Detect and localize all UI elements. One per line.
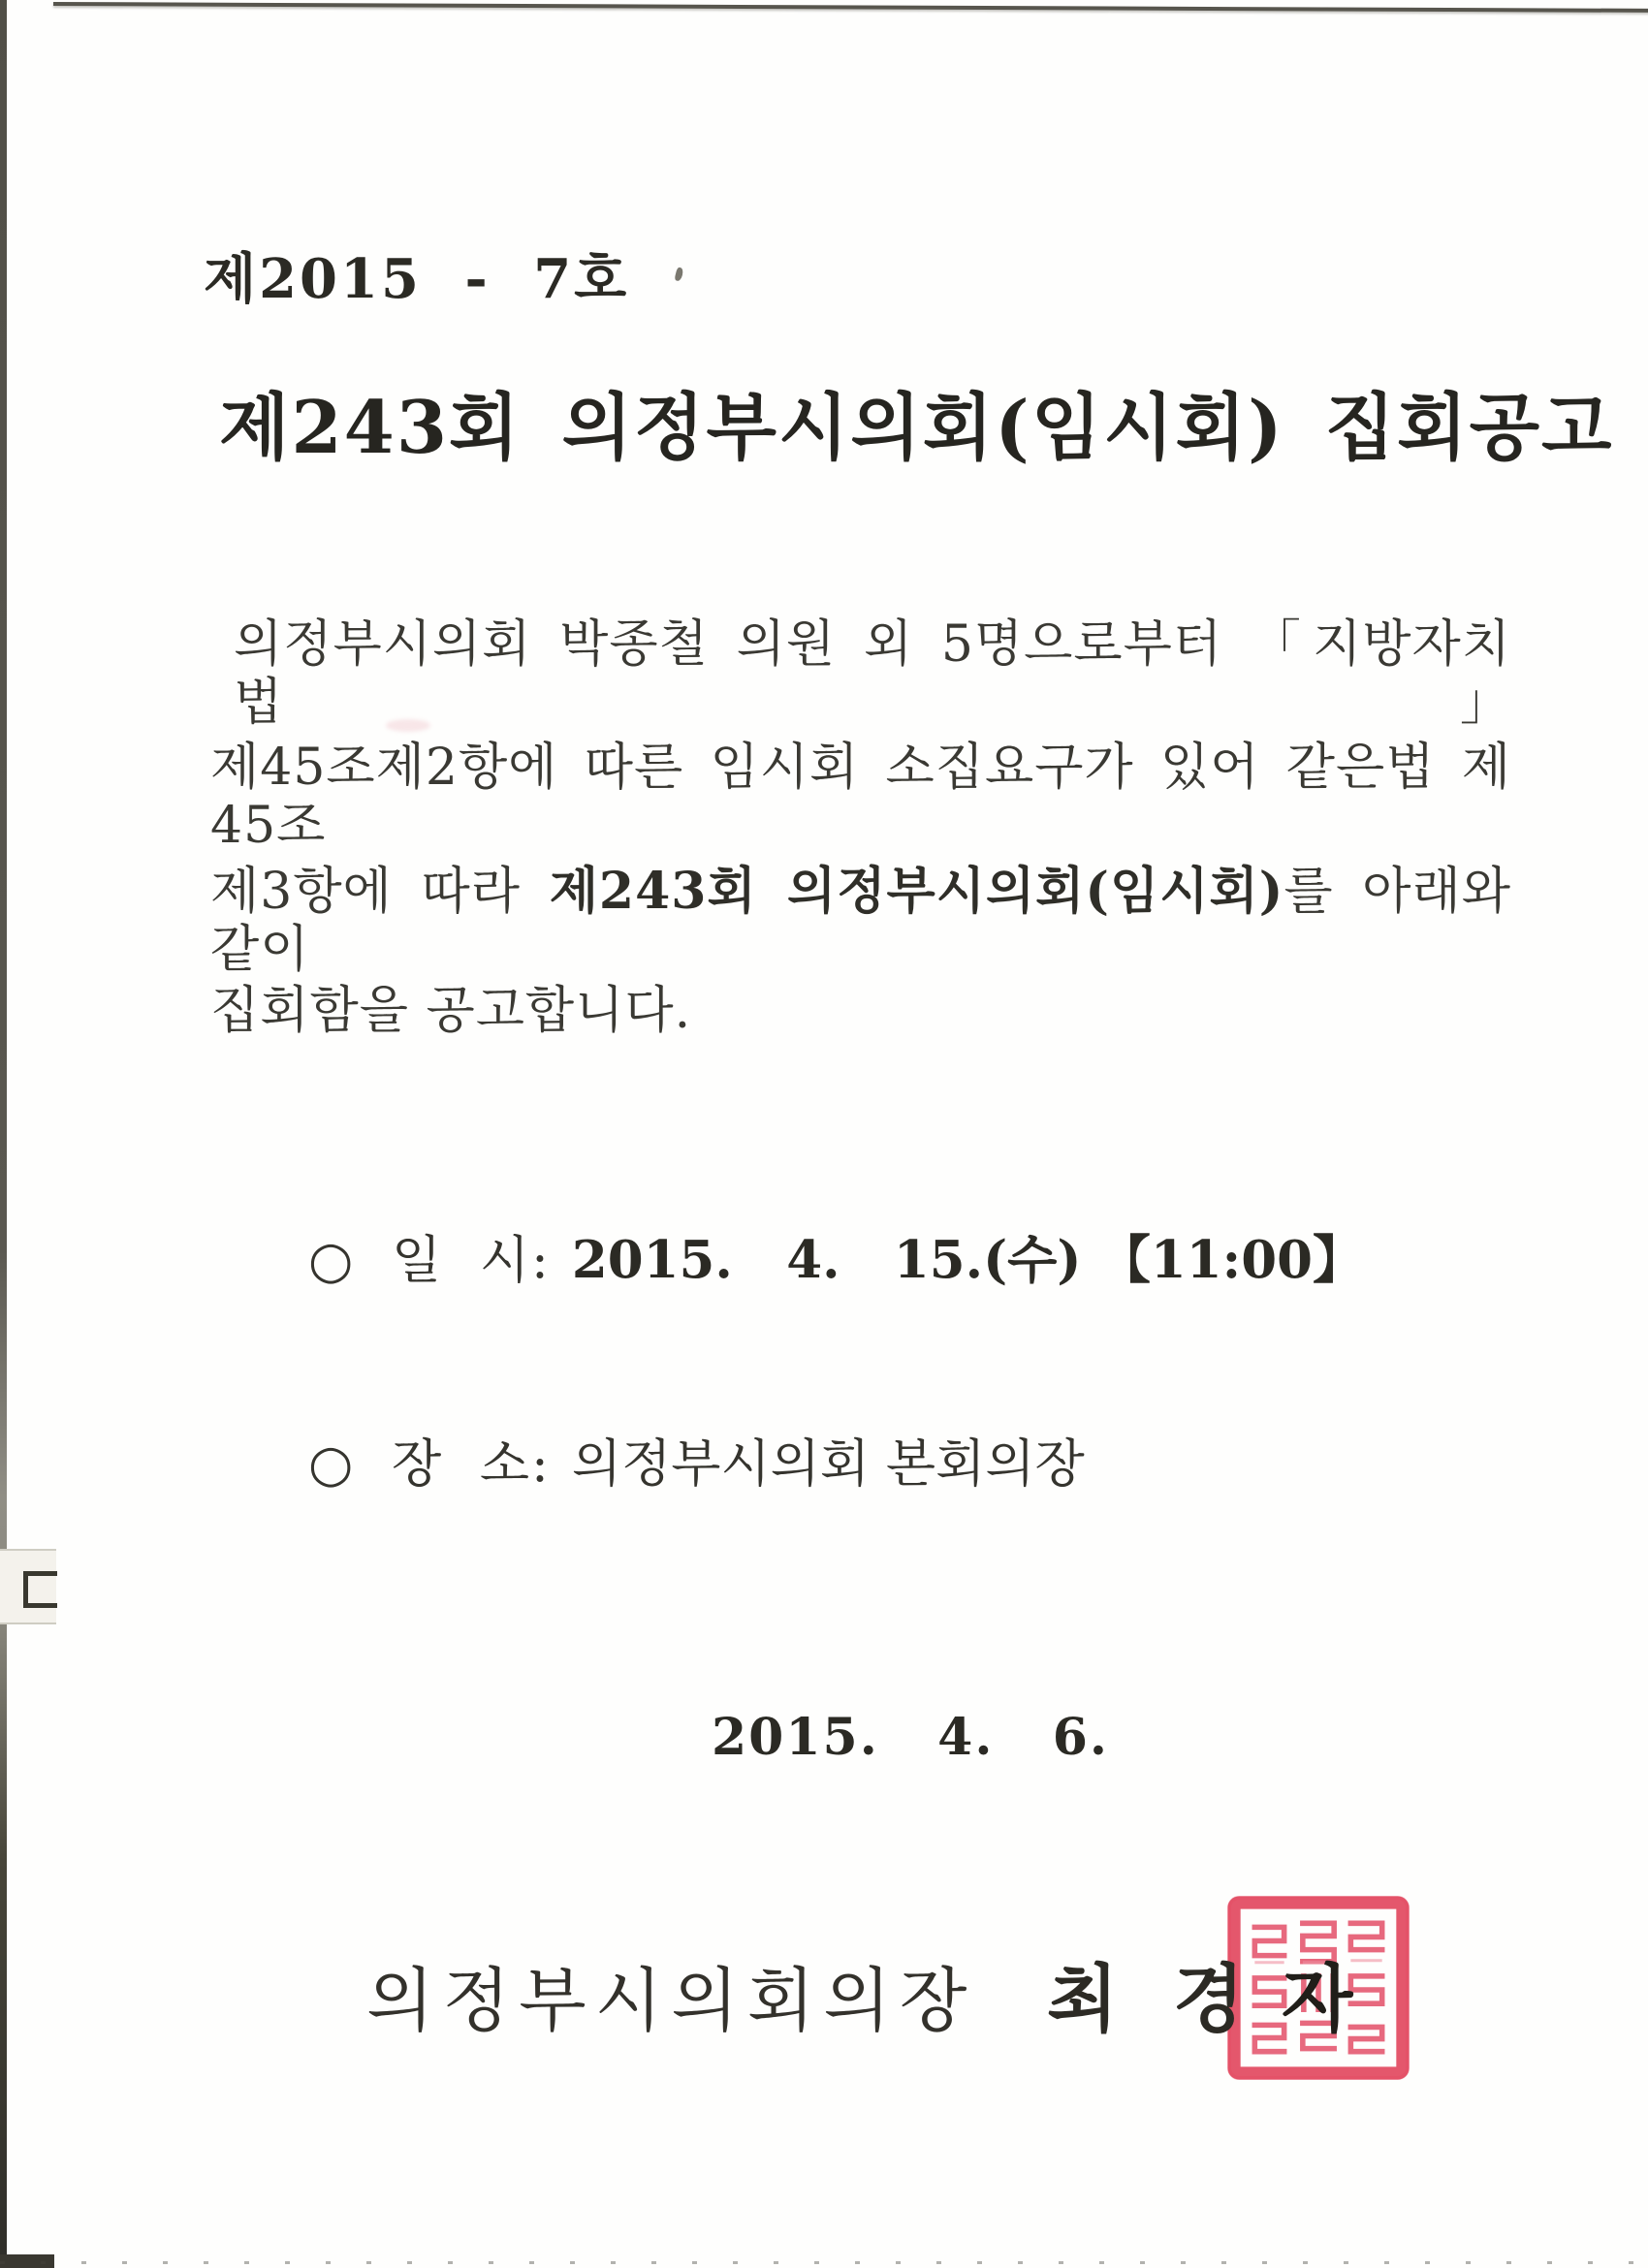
scan-edge-left bbox=[0, 0, 7, 2268]
detail-datetime bbox=[308, 1219, 1364, 1293]
detail-location-label: ○ 장 소: bbox=[308, 1434, 551, 1494]
body-line-1: 의정부시의회 박종철 의원 외 5명으로부터 「지방자치법」 bbox=[234, 615, 1511, 732]
announcement-date: 2015. 4. 6. bbox=[712, 1708, 1110, 1767]
signature-name-char-2: 경 bbox=[1173, 1956, 1245, 2042]
scan-edge-bottom bbox=[0, 2261, 1648, 2264]
body-line-3-suffix: 를 아래와 같이 bbox=[210, 863, 1511, 979]
binder-clip-mark bbox=[23, 1571, 57, 1608]
detail-location bbox=[308, 1423, 1085, 1496]
binder-tab bbox=[0, 1549, 56, 1624]
body-line-4: 집회함을 공고합니다. bbox=[210, 982, 692, 1040]
scan-edge-top bbox=[53, 2, 1648, 13]
signature-name-char-3: 자 bbox=[1282, 1956, 1353, 2042]
body-line-3-session-bold: 제243회 의정부시의회(임시회) bbox=[549, 862, 1284, 921]
document-title: 제243회 의정부시의회(임시회) 집회공고 bbox=[219, 385, 1614, 470]
body-line-3-prefix: 제3항에 따라 bbox=[210, 863, 550, 921]
body-line-3 bbox=[210, 863, 1511, 980]
scan-speck bbox=[674, 267, 683, 281]
signature-title: 의정부시의회의장 bbox=[366, 1960, 976, 2041]
signature-name-char-1: 최 bbox=[1047, 1956, 1119, 2042]
detail-location-value: 의정부시의회 본회의장 bbox=[571, 1434, 1085, 1494]
detail-datetime-value: 2015. 4. 15.(수) 【11:00】 bbox=[571, 1230, 1364, 1290]
detail-datetime-label: ○ 일 시: bbox=[308, 1231, 551, 1290]
body-line-2: 제45조제2항에 따른 임시회 소집요구가 있어 같은법 제45조 bbox=[210, 739, 1511, 855]
doc-number: 제2015 - 7호 bbox=[204, 247, 630, 311]
